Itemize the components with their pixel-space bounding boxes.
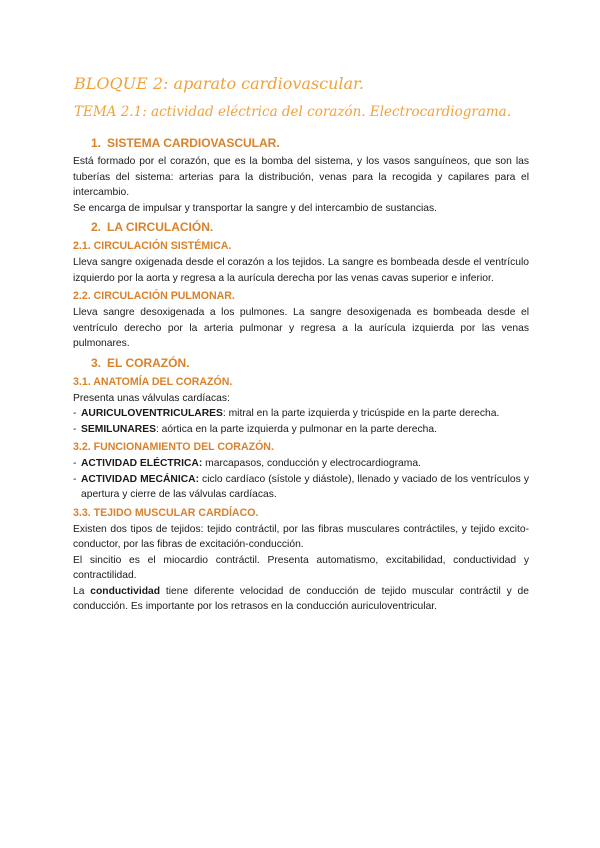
section-heading-1 — [73, 135, 529, 152]
list-dash: - — [73, 473, 77, 485]
list-item — [73, 406, 529, 422]
list-item — [73, 472, 529, 503]
list-item-bold: ACTIVIDAD ELÉCTRICA: — [81, 458, 203, 469]
paragraph — [73, 584, 529, 615]
section-heading-3 — [73, 355, 529, 372]
section-title: SISTEMA CARDIOVASCULAR. — [107, 136, 280, 150]
section-number: 1. — [91, 136, 102, 150]
paragraph: Existen dos tipos de tejidos: tejido contráctil, por las fibras musculares contráctiles, y tejido excito-conductor, por las fibras de excitación-conducción. — [73, 523, 529, 550]
section-heading-2 — [73, 219, 529, 236]
section-number: 3. — [91, 355, 102, 370]
paragraph: Lleva sangre desoxigenada a los pulmones. La sangre desoxigenada es bombeada desde el ventrículo derecho por la arteria pulmonar y regresa a la aurícula izquierda por las venas pulmonares. — [73, 307, 529, 349]
list-item — [73, 422, 529, 438]
list-dash: - — [73, 408, 77, 419]
list-dash: - — [73, 423, 77, 435]
section-title: LA CIRCULACIÓN. — [107, 220, 214, 234]
document-body — [73, 132, 529, 615]
subsection-heading: 3.3. TEJIDO MUSCULAR CARDÍACO. — [73, 506, 259, 519]
paragraph: El sincitio es el miocardio contráctil. Presenta automatismo, excitabilidad, conductividad y contractilidad. — [73, 554, 529, 581]
paragraph: Lleva sangre oxigenada desde el corazón a los tejidos. La sangre es bombeada desde el ventrículo izquierdo por la aorta y regresa a la aurícula derecha por las venas cavas superior e inferior. — [73, 257, 529, 284]
paragraph-text: La — [73, 585, 91, 597]
subsection-heading: 3.1. ANATOMÍA DEL CORAZÓN. — [73, 375, 233, 388]
subsection-heading: 3.2. FUNCIONAMIENTO DEL CORAZÓN. — [73, 441, 274, 453]
list-item-bold: SEMILUNARES — [81, 423, 156, 435]
list-item-text: : aórtica en la parte izquierda y pulmonar en la parte derecha. — [155, 423, 437, 435]
list-item-bold: AURICULOVENTRICULARES — [81, 408, 223, 419]
paragraph: Se encarga de impulsar y transportar la sangre y del intercambio de sustancias. — [73, 202, 438, 214]
paragraph-text: tiene diferente velocidad de conducción de tejido muscular contráctil y de conducción. Es importante por los retrasos en la conducción auriculoventricular. — [73, 585, 529, 612]
bold-term: conductividad — [90, 585, 161, 597]
section-title: EL CORAZÓN. — [107, 355, 190, 370]
list-item — [73, 456, 529, 472]
paragraph: Presenta unas válvulas cardíacas: — [73, 392, 230, 404]
list-item-text: marcapasos, conducción y electrocardiograma. — [202, 458, 421, 469]
list-item-bold: ACTIVIDAD MECÁNICA: — [81, 473, 200, 485]
subsection-heading: 2.2. CIRCULACIÓN PULMONAR. — [73, 290, 235, 302]
paragraph: Está formado por el corazón, que es la bomba del sistema, y los vasos sanguíneos, que son las tuberías del sistema: arterias para la distribución, venas para la recogida y capilares para el intercambio. — [73, 156, 529, 198]
subsection-heading: 2.1. CIRCULACIÓN SISTÉMICA. — [73, 240, 232, 252]
list-item-text: ciclo cardíaco (sístole y diástole), llenado y vaciado de los ventrículos y apertura y cierre de las válvulas cardíacas. — [81, 473, 529, 500]
list-item-text: : mitral en la parte izquierda y tricúspide en la parte derecha. — [222, 408, 500, 419]
bloque-title: BLOQUE 2: aparato cardiovascular. — [74, 74, 365, 93]
tema-title: TEMA 2.1: actividad eléctrica del corazón. Electrocardiograma. — [74, 104, 512, 120]
section-number: 2. — [91, 220, 102, 234]
list-dash: - — [73, 458, 77, 469]
